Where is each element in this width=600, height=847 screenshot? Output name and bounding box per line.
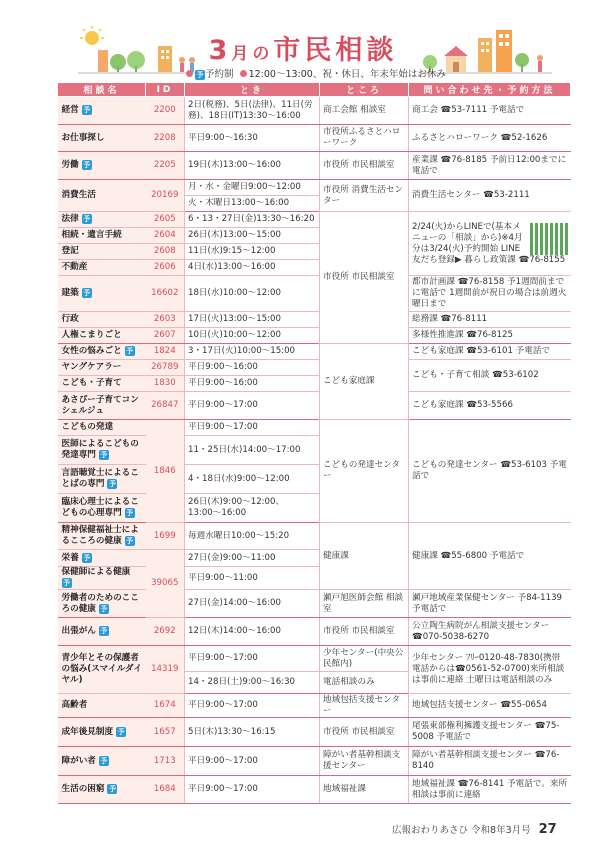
row-contact: ふるさとハローワーク ☎52-1626: [409, 125, 571, 152]
row-name: 消費生活: [58, 180, 146, 212]
row-name: あさぴー子育てコンシェルジュ: [58, 392, 146, 420]
reservation-icon: 予: [83, 215, 91, 223]
table-row: [58, 747, 571, 776]
col-header: 問い合わせ先・予約方法: [409, 83, 571, 97]
table-row: [58, 392, 571, 420]
row-time: 平日9:00〜16:00: [185, 376, 320, 392]
row-name: 女性の悩みごと 予: [58, 344, 146, 360]
table-row: [58, 523, 571, 550]
publication-name: 広報おわりあさひ 令和8年3月号: [392, 825, 531, 836]
row-id: 2603: [146, 312, 185, 328]
page-number: 27: [538, 822, 557, 837]
row-name: 臨床心理士によるこどもの心理専門 予: [58, 494, 146, 523]
row-id: 2208: [146, 125, 185, 152]
row-id: 1830: [146, 376, 185, 392]
table-row: [58, 344, 571, 360]
row-place: 障がい者基幹相談支援センター: [320, 747, 409, 776]
reservation-icon: 予: [63, 579, 70, 587]
row-time: 平日9:00〜11:00: [185, 567, 320, 590]
row-place: こどもの発達センター: [320, 420, 409, 523]
table-row: [58, 420, 571, 436]
row-time: 14・28日(土)9:00〜16:30: [185, 672, 320, 694]
row-time: 12日(木)14:00〜16:00: [185, 618, 320, 646]
row-name: 成年後見制度 予: [58, 718, 146, 747]
row-id: 2606: [146, 260, 185, 276]
row-time: 平日9:00〜16:00: [185, 360, 320, 376]
reservation-icon: 予: [100, 451, 108, 459]
row-id: 2605: [146, 212, 185, 228]
row-time: 11日(水)9:15〜12:00: [185, 244, 320, 260]
table-row: [58, 618, 571, 646]
row-name: 医師によるこどもの発達専門 予: [58, 436, 146, 465]
row-time: 17日(火)13:00〜15:00: [185, 312, 320, 328]
title-suffix: 月の: [231, 44, 274, 64]
row-time: 27日(金)9:00〜11:00: [185, 550, 320, 567]
row-contact: 公立陶生病院がん相談支援センター ☎070-5038-6270: [409, 618, 571, 646]
row-time: 火・木曜日13:00〜16:00: [185, 196, 320, 212]
row-place: 電話相談のみ: [320, 672, 409, 694]
row-place: 市役所ふるさとハローワーク: [320, 125, 409, 152]
row-name: こども・子育て: [58, 376, 146, 392]
row-id: 1657: [146, 718, 185, 747]
legend-hours: 12:00〜13:00、祝・休日、年末年始はお休み: [248, 69, 446, 80]
title-main: 市民相談: [273, 35, 398, 66]
row-contact: こども家庭課 ☎53-6101 予電話で: [409, 344, 571, 360]
row-name: 言語聴覚士によることばの専門 予: [58, 465, 146, 494]
row-contact: 瀬戸地域産業保健センター 予84-1139 予電話で: [409, 590, 571, 618]
reservation-icon: 予: [126, 537, 134, 545]
row-place: 瀬戸旭医師会館 相談室: [320, 590, 409, 618]
row-name: 登記: [58, 244, 146, 260]
row-place: 市役所 市民相談室: [320, 212, 409, 344]
row-id: 26789: [146, 360, 185, 376]
table-row: [58, 360, 571, 376]
table-row: [58, 276, 571, 312]
row-contact: 産業課 ☎76-8185 予前日12:00までに電話で: [409, 152, 571, 180]
reservation-icon: 予: [117, 727, 125, 736]
row-id: 2608: [146, 244, 185, 260]
row-id: 2607: [146, 328, 185, 344]
reservation-icon: 予: [100, 627, 108, 635]
row-time: 平日9:00〜16:30: [185, 125, 320, 152]
sun-icon: [85, 31, 99, 45]
row-name: 高齢者: [58, 694, 146, 718]
row-contact: 地域福祉課 ☎76-8141 予電話で。来所相談は事前に連絡: [409, 776, 571, 804]
row-id: 1713: [146, 747, 185, 776]
row-place: 市役所 市民相談室: [320, 618, 409, 646]
page-title: [178, 28, 428, 64]
row-name: 障がい者 予: [58, 747, 146, 776]
page-header: [0, 0, 600, 84]
row-time: 10日(火)10:00〜12:00: [185, 328, 320, 344]
row-name: 生活の困窮 予: [58, 776, 146, 804]
row-time: 平日9:00〜17:00: [185, 420, 320, 436]
row-name: 人権こまりごと: [58, 328, 146, 344]
row-contact: 商工会 ☎53-7111 予電話で: [409, 97, 571, 125]
row-place: 地域包括支援センター: [320, 694, 409, 718]
row-time: 6・13・27日(金)13:30〜16:20: [185, 212, 320, 228]
row-id: 1674: [146, 694, 185, 718]
row-name: 出張がん 予: [58, 618, 146, 646]
row-contact: 2/24(火)からLINEで(基本メニューの「相談」から)※4月分は3/24(火)予約開始 LINE友だち登録▶ 暮らし政策課 ☎76-8155: [409, 212, 571, 276]
row-contact: 健康課 ☎55-6800 予電話で: [409, 523, 571, 590]
reservation-icon: 予: [100, 756, 108, 765]
row-time: 27日(金)14:00〜16:00: [185, 590, 320, 618]
reservation-icon: 予: [108, 785, 116, 793]
row-id: 1699: [146, 523, 185, 550]
table-row: [58, 694, 571, 718]
legend-note: [186, 66, 446, 80]
bullet-icon: [240, 70, 247, 77]
row-place: 市役所 消費生活センター: [320, 180, 409, 212]
table-row: [58, 125, 571, 152]
table-row: [58, 152, 571, 180]
row-time: 平日9:00〜17:00: [185, 694, 320, 718]
table-row: [58, 646, 571, 672]
table-row: [58, 212, 571, 228]
table-row: [58, 776, 571, 804]
reservation-icon: 予: [126, 347, 134, 355]
row-time: 19日(木)13:00〜16:00: [185, 152, 320, 180]
reservation-icon: 予: [83, 553, 91, 562]
table-row: [58, 718, 571, 747]
page-footer: [392, 822, 557, 837]
row-id: 1846: [146, 420, 185, 523]
row-time: 2日(税務)、5日(法律)、11日(労務)、18日(IT)13:30〜16:00: [185, 97, 320, 125]
col-header: 相談名: [58, 83, 146, 97]
row-time: 平日9:00〜17:00: [185, 392, 320, 420]
row-name: 不動産: [58, 260, 146, 276]
row-time: 11・25日(水)14:00〜17:00: [185, 436, 320, 465]
row-place: 市役所 市民相談室: [320, 718, 409, 747]
row-id: 2692: [146, 618, 185, 646]
row-name: 青少年とその保護者の悩み(スマイルダイヤル): [58, 646, 146, 694]
row-name: 建築 予: [58, 276, 146, 312]
reservation-icon: 予: [83, 161, 91, 169]
reservation-icon: 予: [83, 289, 91, 297]
row-name: ヤングケアラー: [58, 360, 146, 376]
row-id: 2604: [146, 228, 185, 244]
col-header: ID: [146, 83, 185, 97]
reservation-icon: 予: [108, 480, 116, 488]
row-contact: こども家庭課 ☎53-5566: [409, 392, 571, 420]
row-place: 健康課: [320, 523, 409, 590]
row-name: 行政: [58, 312, 146, 328]
row-time: 26日(木)9:00〜12:00、13:00〜16:00: [185, 494, 320, 523]
row-place: 少年センター(中央公民館内): [320, 646, 409, 672]
row-name: 栄養 予: [58, 550, 146, 567]
table-row: [58, 97, 571, 125]
col-header: ところ: [320, 83, 409, 97]
row-contact: 多様性推進課 ☎76-8125: [409, 328, 571, 344]
table-row: [58, 590, 571, 618]
row-contact: 都市計画課 ☎76-8158 予1週間前までに電話で 1週間前が祝日の場合は前週火曜日まで: [409, 276, 571, 312]
col-header: とき: [185, 83, 320, 97]
row-name: 法律 予: [58, 212, 146, 228]
row-time: 3・17日(火)10:00〜15:00: [185, 344, 320, 360]
row-name: こどもの発達: [58, 420, 146, 436]
table-row: [58, 312, 571, 328]
row-name: お仕事探し: [58, 125, 146, 152]
row-contact: 少年センター ﾌﾘｰ0120-48-7830(携帯電話からは☎0561-52-0700)来所相談は事前に連絡 土曜日は電話相談のみ: [409, 646, 571, 694]
row-id: 14319: [146, 646, 185, 694]
row-name: 相続・遺言手続: [58, 228, 146, 244]
row-contact: こども・子育て相談 ☎53-6102: [409, 360, 571, 392]
row-id: 2205: [146, 152, 185, 180]
row-time: 4・18日(水)9:00〜12:00: [185, 465, 320, 494]
title-month: 3: [208, 35, 232, 66]
row-place: 商工会館 相談室: [320, 97, 409, 125]
legend-reservation: 予約制: [205, 69, 234, 80]
row-time: 18日(水)10:00〜12:00: [185, 276, 320, 312]
row-time: 平日9:00〜17:00: [185, 776, 320, 804]
table-row: [58, 180, 571, 196]
row-id: 1684: [146, 776, 185, 804]
row-time: 月・水・金曜日9:00〜12:00: [185, 180, 320, 196]
row-id: 2200: [146, 97, 185, 125]
row-place: こども家庭課: [320, 344, 409, 420]
row-place: 市役所 市民相談室: [320, 152, 409, 180]
row-contact: 尾張東部権利擁護支援センター ☎75-5008 予電話で: [409, 718, 571, 747]
row-place: 地域福祉課: [320, 776, 409, 804]
row-contact: 消費生活センター ☎53-2111: [409, 180, 571, 212]
qr-code-icon: [530, 223, 568, 255]
consultation-table: [57, 82, 571, 804]
reservation-icon: 予: [196, 71, 204, 79]
reservation-icon: 予: [83, 106, 91, 114]
row-time: 4日(水)13:00〜16:00: [185, 260, 320, 276]
row-contact: 地域包括支援センター ☎55-0654: [409, 694, 571, 718]
table-row: [58, 328, 571, 344]
reservation-icon: 予: [126, 509, 134, 517]
bullet-icon: [186, 70, 193, 77]
row-name: 経営 予: [58, 97, 146, 125]
row-id: 1824: [146, 344, 185, 360]
row-time: 平日9:00〜17:00: [185, 747, 320, 776]
table-header: [58, 83, 571, 97]
row-time: 5日(木)13:30〜16:15: [185, 718, 320, 747]
row-time: 26日(木)13:00〜15:00: [185, 228, 320, 244]
row-name: 精神保健福祉士によるこころの健康 予: [58, 523, 146, 550]
row-time: 毎週水曜日10:00〜15:20: [185, 523, 320, 550]
row-name: 労働者のためのこころの健康 予: [58, 590, 146, 618]
row-contact: 障がい者基幹相談支援センター ☎76-8140: [409, 747, 571, 776]
row-name: 保健師による健康 予: [58, 567, 146, 590]
row-contact: こどもの発達センター ☎53-6103 予電話で: [409, 420, 571, 523]
row-id: 26847: [146, 392, 185, 420]
row-id: 20169: [146, 180, 185, 212]
reservation-icon: 予: [100, 604, 108, 613]
row-name: 労働 予: [58, 152, 146, 180]
row-id: 16602: [146, 276, 185, 312]
row-id: 39065: [146, 550, 185, 618]
row-time: 平日9:00〜17:00: [185, 646, 320, 672]
row-contact: 総務課 ☎76-8111: [409, 312, 571, 328]
